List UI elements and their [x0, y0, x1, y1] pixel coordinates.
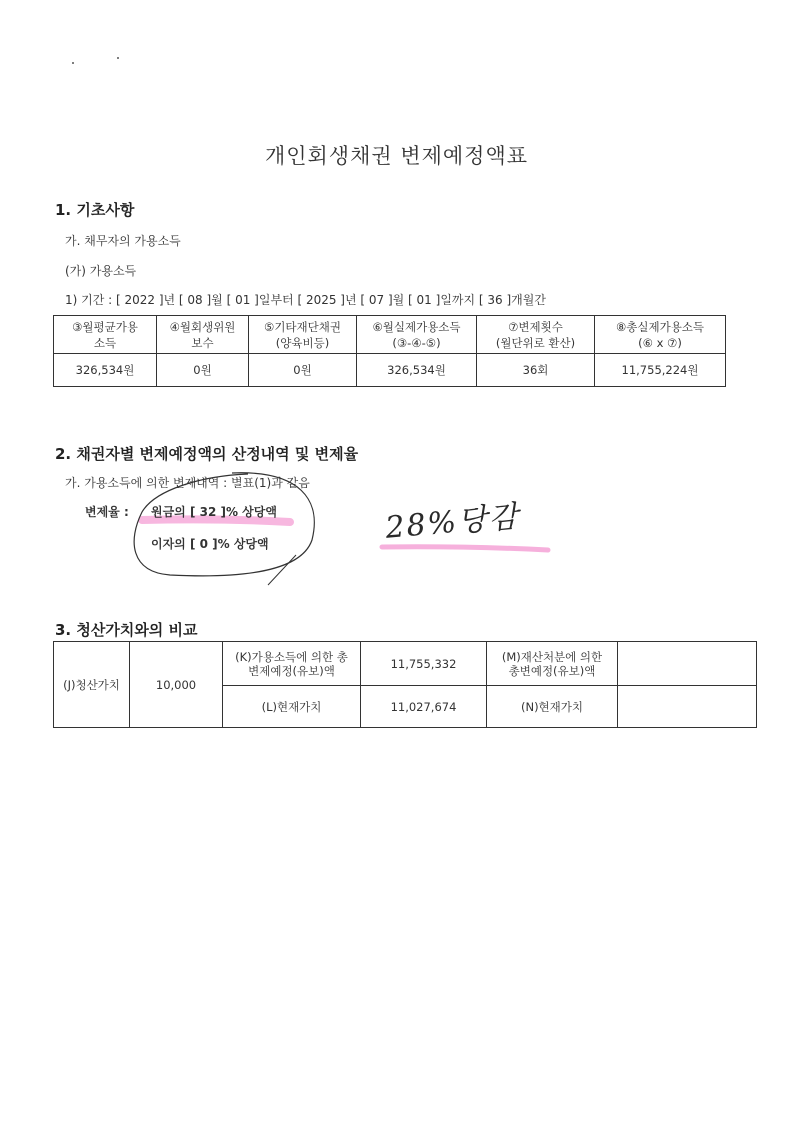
- k-label: (K)가용소득에 의한 총 변제예정(유보)액: [223, 642, 361, 686]
- value-cell: 0원: [157, 354, 249, 387]
- value-cell: 0원: [249, 354, 357, 387]
- j-value: 10,000: [130, 642, 223, 728]
- header-cell: ⑥월실제가용소득 (③-④-⑤): [357, 316, 477, 354]
- interest-rate: 이자의 [ 0 ]% 상당액: [151, 537, 269, 551]
- l-label: (L)현재가치: [223, 686, 361, 728]
- header-cell: ⑧총실제가용소득 (⑥ x ⑦): [595, 316, 726, 354]
- l-value: 11,027,674: [361, 686, 487, 728]
- liquidation-table: [53, 641, 757, 728]
- period-line: 1) 기간 : [ 2022 ]년 [ 08 ]월 [ 01 ]일부터 [ 2025 ]년 [ 07 ]월 [ 01 ]일까지 [ 36 ]개월간: [65, 293, 546, 307]
- section1-heading: 1. 기초사항: [55, 201, 135, 219]
- m-label: (M)재산처분에 의한 총변예정(유보)액: [487, 642, 618, 686]
- n-label: (N)현재가치: [487, 686, 618, 728]
- section3-heading: 3. 청산가치와의 비교: [55, 621, 198, 639]
- m-value: [618, 642, 757, 686]
- handwritten-note: 28%당감: [384, 499, 522, 546]
- value-cell: 36회: [477, 354, 595, 387]
- page-title: 개인회생채권 변제예정액표: [264, 144, 529, 168]
- section1-sub-a: 가. 채무자의 가용소득: [65, 234, 181, 248]
- section1-sub-a1: (가) 가용소득: [65, 264, 137, 278]
- section2-sub-a: 가. 가용소득에 의한 변제내역 : 별표(1)과 같음: [65, 476, 310, 490]
- principal-rate: 원금의 [ 32 ]% 상당액: [151, 505, 277, 519]
- rate-label: 변제율 :: [85, 505, 129, 519]
- section2-heading: 2. 채권자별 변제예정액의 산정내역 및 변제율: [55, 445, 359, 463]
- header-cell: ⑤기타재단채권 (양육비등): [249, 316, 357, 354]
- header-cell: ④월회생위원 보수: [157, 316, 249, 354]
- j-label: (J)청산가치: [54, 642, 130, 728]
- header-cell: ⑦변제횟수 (월단위로 환산): [477, 316, 595, 354]
- k-value: 11,755,332: [361, 642, 487, 686]
- n-value: [618, 686, 757, 728]
- value-cell: 326,534원: [357, 354, 477, 387]
- value-cell: 326,534원: [54, 354, 157, 387]
- header-cell: ③월평균가용 소득: [54, 316, 157, 354]
- value-cell: 11,755,224원: [595, 354, 726, 387]
